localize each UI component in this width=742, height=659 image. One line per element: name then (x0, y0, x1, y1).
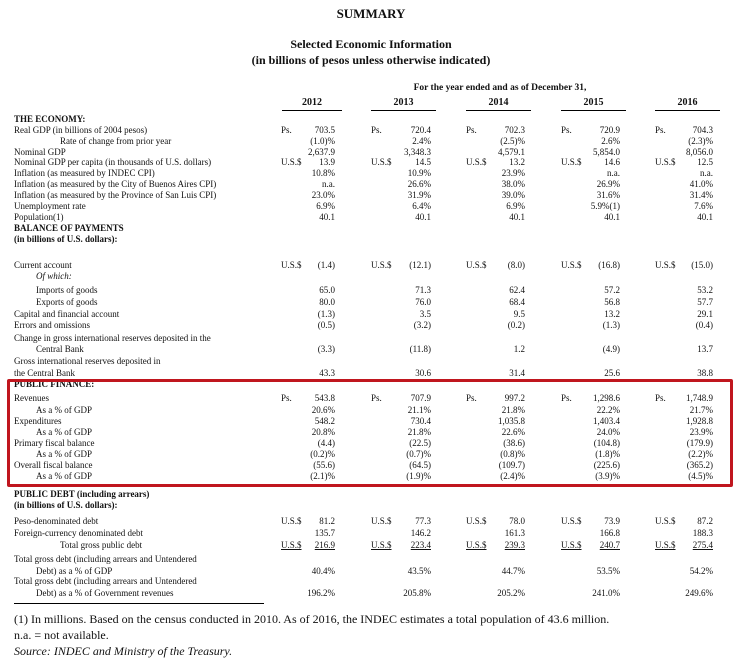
row-label: Debt) as a % of GDP (36, 566, 113, 576)
footnote-1: (1) In millions. Based on the census conducted in 2010. As of 2016, the INDEC estimates a total population of 43.6 million. (14, 612, 610, 626)
table-row (0, 271, 742, 281)
year-header-2015: 2015 (561, 96, 626, 111)
cell-value-2012: (3.3) (317, 344, 335, 354)
currency-symbol: U.S.$ (655, 157, 676, 167)
currency-symbol: U.S.$ (561, 540, 582, 550)
cell-value-2012: (1.4) (317, 260, 335, 270)
row-label: Revenues (14, 393, 49, 403)
row-label: Total gross debt (including arrears and Untendered (14, 554, 197, 564)
cell-value-2016: (2.2)% (688, 449, 713, 459)
cell-value-2013: 30.6 (415, 368, 431, 378)
row-label: Change in gross international reserves deposited in the (14, 333, 211, 343)
table-row (0, 168, 742, 178)
cell-value-2016: 21.7% (689, 405, 713, 415)
cell-value-2012: 20.8% (311, 427, 335, 437)
cell-value-2015: n.a. (607, 168, 620, 178)
cell-value-2013: 26.6% (407, 179, 431, 189)
cell-value-2016: (4.5)% (688, 471, 713, 481)
row-label: PUBLIC DEBT (including arrears) (14, 489, 150, 499)
table-row (0, 528, 742, 538)
cell-value-2014: 78.0 (509, 516, 525, 526)
row-label: Peso-denominated debt (14, 516, 99, 526)
cell-value-2013: 31.9% (407, 190, 431, 200)
currency-symbol: Ps. (371, 393, 382, 403)
row-label: Nominal GDP per capita (in thousands of U.S. dollars) (14, 157, 212, 167)
table-row (0, 516, 742, 526)
row-label: Total gross public debt (60, 540, 143, 550)
period-header: For the year ended and as of December 31, (413, 83, 587, 93)
cell-value-2015: 57.2 (604, 285, 620, 295)
cell-value-2013: 3,348.3 (404, 147, 431, 157)
table-row (0, 212, 742, 222)
cell-value-2016: 704.3 (692, 125, 713, 135)
table-row (0, 566, 742, 576)
currency-symbol: U.S.$ (281, 260, 302, 270)
cell-value-2013: 43.5% (407, 566, 431, 576)
cell-value-2016: 31.4% (689, 190, 713, 200)
currency-symbol: U.S.$ (466, 516, 487, 526)
table-row (0, 234, 742, 244)
cell-value-2015: 22.2% (596, 405, 620, 415)
cell-value-2012: 23.0% (311, 190, 335, 200)
cell-value-2015: 25.6 (604, 368, 620, 378)
table-row (0, 147, 742, 157)
currency-symbol: U.S.$ (655, 260, 676, 270)
row-label: Errors and omissions (14, 320, 90, 330)
row-label: BALANCE OF PAYMENTS (14, 223, 124, 233)
cell-value-2015: 73.9 (604, 516, 620, 526)
cell-value-2015: (104.8) (593, 438, 620, 448)
row-label: (in billions of U.S. dollars): (14, 500, 118, 510)
table-row (0, 333, 742, 343)
cell-value-2014: (38.6) (503, 438, 525, 448)
currency-symbol: Ps. (561, 125, 572, 135)
row-label: Expenditures (14, 416, 62, 426)
currency-symbol: Ps. (466, 393, 477, 403)
cell-value-2015: (1.3) (602, 320, 620, 330)
cell-value-2012: (0.2)% (310, 449, 335, 459)
cell-value-2015: (4.9) (602, 344, 620, 354)
cell-value-2012: (1.3) (317, 309, 335, 319)
currency-symbol: U.S.$ (466, 157, 487, 167)
cell-value-2013: 76.0 (415, 297, 431, 307)
cell-value-2012: (0.5) (317, 320, 335, 330)
cell-value-2015: (16.8) (598, 260, 620, 270)
table-row (0, 125, 742, 135)
cell-value-2012: 20.6% (311, 405, 335, 415)
cell-value-2014: 702.3 (504, 125, 525, 135)
cell-value-2015: 720.9 (599, 125, 620, 135)
cell-value-2014: 23.9% (501, 168, 525, 178)
row-label: Exports of goods (36, 297, 98, 307)
row-label: Total gross debt (including arrears and Untendered (14, 576, 197, 586)
cell-value-2014: 39.0% (501, 190, 525, 200)
cell-value-2013: 10.9% (407, 168, 431, 178)
cell-value-2012: 543.8 (314, 393, 335, 403)
row-label: Inflation (as measured by the City of Buenos Aires CPI) (14, 179, 217, 189)
year-header-2014: 2014 (466, 96, 531, 111)
cell-value-2016: 54.2% (689, 566, 713, 576)
table-row (0, 500, 742, 510)
row-label: Current account (14, 260, 72, 270)
cell-value-2016: 38.8 (697, 368, 713, 378)
row-label: Inflation (as measured by INDEC CPI) (14, 168, 155, 178)
cell-value-2014: (8.0) (507, 260, 525, 270)
public-finance-highlight-box (7, 379, 733, 487)
row-label: Of which: (36, 271, 72, 281)
row-label: THE ECONOMY: (14, 114, 86, 124)
cell-value-2014: 1.2 (513, 344, 525, 354)
cell-value-2013: 223.4 (410, 540, 431, 550)
table-row (0, 576, 742, 586)
table-row (0, 157, 742, 167)
cell-value-2014: 1,035.8 (498, 416, 525, 426)
table-row (0, 223, 742, 233)
cell-value-2013: 21.8% (407, 427, 431, 437)
row-label: Real GDP (in billions of 2004 pesos) (14, 125, 148, 135)
cell-value-2014: 31.4 (509, 368, 525, 378)
cell-value-2014: 6.9% (506, 201, 525, 211)
cell-value-2012: 216.9 (314, 540, 335, 550)
cell-value-2014: 4,579.1 (498, 147, 525, 157)
table-row (0, 489, 742, 499)
cell-value-2014: 62.4 (509, 285, 525, 295)
table-row (0, 136, 742, 146)
cell-value-2014: 68.4 (509, 297, 525, 307)
currency-symbol: U.S.$ (281, 540, 302, 550)
row-label: the Central Bank (14, 368, 75, 378)
table-row (0, 179, 742, 189)
year-header-2016: 2016 (655, 96, 720, 111)
cell-value-2016: 1,748.9 (686, 393, 713, 403)
cell-value-2014: (2.4)% (500, 471, 525, 481)
row-label: Inflation (as measured by the Province of San Luis CPI) (14, 190, 217, 200)
source-note: Source: INDEC and Ministry of the Treasury. (14, 644, 233, 658)
row-label: Central Bank (36, 344, 84, 354)
currency-symbol: Ps. (655, 125, 666, 135)
cell-value-2012: 40.1 (319, 212, 335, 222)
currency-symbol: Ps. (655, 393, 666, 403)
cell-value-2016: n.a. (700, 168, 713, 178)
row-label: Capital and financial account (14, 309, 120, 319)
cell-value-2012: 13.9 (319, 157, 335, 167)
cell-value-2015: 1,403.4 (593, 416, 620, 426)
cell-value-2013: 77.3 (415, 516, 431, 526)
cell-value-2014: 997.2 (504, 393, 525, 403)
footnote-na: n.a. = not available. (14, 628, 109, 642)
cell-value-2013: 146.2 (410, 528, 431, 538)
cell-value-2016: (179.9) (686, 438, 713, 448)
cell-value-2016: 275.4 (692, 540, 713, 550)
cell-value-2015: (1.8)% (595, 449, 620, 459)
cell-value-2015: 14.6 (604, 157, 620, 167)
cell-value-2016: 1,928.8 (686, 416, 713, 426)
cell-value-2013: (1.9)% (406, 471, 431, 481)
cell-value-2013: 730.4 (410, 416, 431, 426)
table-row (0, 356, 742, 366)
cell-value-2015: 241.0% (592, 588, 620, 598)
cell-value-2015: 166.8 (599, 528, 620, 538)
cell-value-2014: 205.2% (497, 588, 525, 598)
cell-value-2015: (225.6) (593, 460, 620, 470)
cell-value-2016: 41.0% (689, 179, 713, 189)
cell-value-2016: 12.5 (697, 157, 713, 167)
cell-value-2016: 87.2 (697, 516, 713, 526)
cell-value-2013: 720.4 (410, 125, 431, 135)
cell-value-2016: 7.6% (694, 201, 713, 211)
cell-value-2012: 43.3 (319, 368, 335, 378)
cell-value-2013: 205.8% (403, 588, 431, 598)
table-row (0, 540, 742, 550)
table-row (0, 320, 742, 330)
cell-value-2012: 135.7 (314, 528, 335, 538)
cell-value-2016: 23.9% (689, 427, 713, 437)
cell-value-2015: 56.8 (604, 297, 620, 307)
currency-symbol: U.S.$ (466, 260, 487, 270)
row-label: As a % of GDP (36, 405, 92, 415)
document-title: SUMMARY (336, 6, 406, 21)
cell-value-2012: n.a. (322, 179, 335, 189)
cell-value-2016: 249.6% (685, 588, 713, 598)
currency-symbol: Ps. (281, 393, 292, 403)
cell-value-2012: 10.8% (311, 168, 335, 178)
year-header-2012: 2012 (282, 96, 342, 111)
row-label: PUBLIC FINANCE: (14, 379, 95, 389)
row-label: (in billions of U.S. dollars): (14, 234, 118, 244)
cell-value-2014: 38.0% (501, 179, 525, 189)
table-row (0, 114, 742, 124)
cell-value-2013: (3.2) (413, 320, 431, 330)
currency-symbol: U.S.$ (281, 157, 302, 167)
cell-value-2012: (1.0)% (310, 136, 335, 146)
row-label: Overall fiscal balance (14, 460, 93, 470)
table-row (0, 588, 742, 598)
row-label: Foreign-currency denominated debt (14, 528, 143, 538)
cell-value-2014: (0.8)% (500, 449, 525, 459)
table-row (0, 344, 742, 354)
cell-value-2012: (4.4) (317, 438, 335, 448)
cell-value-2013: 2.4% (412, 136, 431, 146)
table-row (0, 285, 742, 295)
cell-value-2014: 13.2 (509, 157, 525, 167)
cell-value-2012: (55.6) (313, 460, 335, 470)
cell-value-2013: 6.4% (412, 201, 431, 211)
cell-value-2016: 53.2 (697, 285, 713, 295)
cell-value-2016: (0.4) (695, 320, 713, 330)
cell-value-2015: 240.7 (599, 540, 620, 550)
cell-value-2013: 14.5 (415, 157, 431, 167)
table-row (0, 201, 742, 211)
cell-value-2012: 6.9% (316, 201, 335, 211)
row-label: Unemployment rate (14, 201, 86, 211)
cell-value-2015: 5.9%(1) (590, 201, 620, 211)
cell-value-2015: 26.9% (596, 179, 620, 189)
currency-symbol: U.S.$ (371, 540, 392, 550)
cell-value-2014: 9.5 (513, 309, 525, 319)
year-header-2013: 2013 (371, 96, 436, 111)
footnote-rule (14, 603, 264, 604)
row-label: Gross international reserves deposited in (14, 356, 161, 366)
cell-value-2015: 1,298.6 (593, 393, 620, 403)
cell-value-2012: 703.5 (314, 125, 335, 135)
cell-value-2016: (2.3)% (688, 136, 713, 146)
cell-value-2016: (15.0) (691, 260, 713, 270)
table-row (0, 297, 742, 307)
cell-value-2015: 13.2 (604, 309, 620, 319)
currency-symbol: U.S.$ (466, 540, 487, 550)
cell-value-2013: (64.5) (409, 460, 431, 470)
currency-symbol: Ps. (466, 125, 477, 135)
subtitle-units: (in billions of pesos unless otherwise indicated) (251, 53, 491, 67)
cell-value-2015: 40.1 (604, 212, 620, 222)
row-label: Nominal GDP (14, 147, 66, 157)
cell-value-2012: 81.2 (319, 516, 335, 526)
table-row (0, 309, 742, 319)
currency-symbol: U.S.$ (561, 260, 582, 270)
cell-value-2014: (109.7) (498, 460, 525, 470)
cell-value-2014: 239.3 (504, 540, 525, 550)
cell-value-2016: 40.1 (697, 212, 713, 222)
cell-value-2016: 57.7 (697, 297, 713, 307)
currency-symbol: U.S.$ (655, 540, 676, 550)
row-label: As a % of GDP (36, 449, 92, 459)
cell-value-2016: 13.7 (697, 344, 713, 354)
cell-value-2014: (2.5)% (500, 136, 525, 146)
cell-value-2015: 53.5% (596, 566, 620, 576)
cell-value-2014: 161.3 (504, 528, 525, 538)
table-row (0, 190, 742, 200)
row-label: Rate of change from prior year (60, 136, 172, 146)
cell-value-2015: 2.6% (601, 136, 620, 146)
currency-symbol: Ps. (561, 393, 572, 403)
table-row (0, 368, 742, 378)
currency-symbol: U.S.$ (655, 516, 676, 526)
cell-value-2015: 24.0% (596, 427, 620, 437)
row-label: Population(1) (14, 212, 64, 222)
cell-value-2013: (22.5) (409, 438, 431, 448)
table-row (0, 554, 742, 564)
cell-value-2012: (2.1)% (310, 471, 335, 481)
currency-symbol: U.S.$ (561, 157, 582, 167)
currency-symbol: U.S.$ (371, 516, 392, 526)
cell-value-2014: 21.8% (501, 405, 525, 415)
cell-value-2014: 22.6% (501, 427, 525, 437)
cell-value-2015: 5,854.0 (593, 147, 620, 157)
cell-value-2016: 8,056.0 (686, 147, 713, 157)
cell-value-2016: 188.3 (692, 528, 713, 538)
row-label: As a % of GDP (36, 471, 92, 481)
cell-value-2013: (12.1) (409, 260, 431, 270)
currency-symbol: U.S.$ (281, 516, 302, 526)
cell-value-2014: 44.7% (501, 566, 525, 576)
cell-value-2012: 40.4% (311, 566, 335, 576)
cell-value-2015: 31.6% (596, 190, 620, 200)
cell-value-2012: 65.0 (319, 285, 335, 295)
row-label: As a % of GDP (36, 427, 92, 437)
cell-value-2014: 40.1 (509, 212, 525, 222)
cell-value-2014: (0.2) (507, 320, 525, 330)
currency-symbol: U.S.$ (561, 516, 582, 526)
cell-value-2013: (11.8) (409, 344, 431, 354)
currency-symbol: Ps. (371, 125, 382, 135)
cell-value-2016: 29.1 (697, 309, 713, 319)
row-label: Imports of goods (36, 285, 98, 295)
cell-value-2015: (3.9)% (595, 471, 620, 481)
cell-value-2012: 548.2 (314, 416, 335, 426)
row-label: Debt) as a % of Government revenues (36, 588, 174, 598)
cell-value-2013: 21.1% (407, 405, 431, 415)
cell-value-2013: 71.3 (415, 285, 431, 295)
cell-value-2012: 80.0 (319, 297, 335, 307)
currency-symbol: Ps. (281, 125, 292, 135)
currency-symbol: U.S.$ (371, 260, 392, 270)
cell-value-2012: 196.2% (307, 588, 335, 598)
currency-symbol: U.S.$ (371, 157, 392, 167)
cell-value-2013: 3.5 (419, 309, 431, 319)
subtitle: Selected Economic Information (290, 37, 452, 51)
cell-value-2012: 2,637.9 (308, 147, 335, 157)
cell-value-2013: 40.1 (415, 212, 431, 222)
cell-value-2013: (0.7)% (406, 449, 431, 459)
table-row (0, 260, 742, 270)
row-label: Primary fiscal balance (14, 438, 95, 448)
cell-value-2016: (365.2) (686, 460, 713, 470)
cell-value-2013: 707.9 (410, 393, 431, 403)
